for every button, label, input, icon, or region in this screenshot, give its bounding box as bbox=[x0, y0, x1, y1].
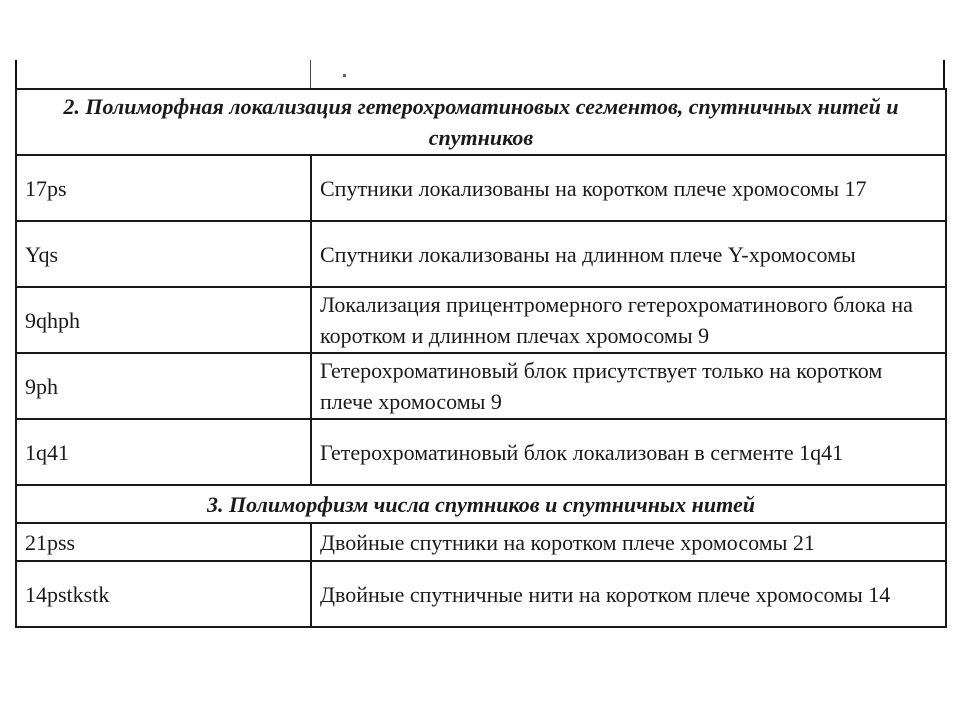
table-row bbox=[16, 523, 946, 561]
notation-cell: 9qhph bbox=[16, 287, 311, 353]
description-cell: Спутники локализованы на коротком плече хромосомы 17 bbox=[311, 155, 946, 221]
previous-row-fragment bbox=[15, 60, 945, 88]
description-cell: Гетерохроматиновый блок локализован в сегменте 1q41 bbox=[311, 419, 946, 485]
text-fragment-mark bbox=[343, 74, 346, 77]
description-cell: Гетерохроматиновый блок присутствует только на коротком плече хромосомы 9 bbox=[311, 353, 946, 419]
description-cell: Двойные спутники на коротком плече хромосомы 21 bbox=[311, 523, 946, 561]
description-cell: Спутники локализованы на длинном плече Y-хромосомы bbox=[311, 221, 946, 287]
notation-cell: Yqs bbox=[16, 221, 311, 287]
section-title: 2. Полиморфная локализация гетерохроматиновых сегментов, спутничных нитей и спутников bbox=[16, 89, 946, 155]
notation-cell: 14pstkstk bbox=[16, 561, 311, 627]
description-cell: Двойные спутничные нити на коротком плече хромосомы 14 bbox=[311, 561, 946, 627]
section-header-row bbox=[16, 485, 946, 523]
table-row bbox=[16, 221, 946, 287]
table-row bbox=[16, 353, 946, 419]
karyotype-polymorphism-table bbox=[15, 88, 947, 628]
notation-cell: 1q41 bbox=[16, 419, 311, 485]
table-row bbox=[16, 419, 946, 485]
section-title: 3. Полиморфизм числа спутников и спутничных нитей bbox=[16, 485, 946, 523]
table-row bbox=[16, 561, 946, 627]
notation-cell: 21pss bbox=[16, 523, 311, 561]
table-row bbox=[16, 287, 946, 353]
section-header-row bbox=[16, 89, 946, 155]
description-cell: Локализация прицентромерного гетерохроматинового блока на коротком и длинном плечах хромосомы 9 bbox=[311, 287, 946, 353]
notation-cell: 9ph bbox=[16, 353, 311, 419]
notation-cell: 17ps bbox=[16, 155, 311, 221]
column-divider bbox=[310, 60, 311, 88]
table-row bbox=[16, 155, 946, 221]
